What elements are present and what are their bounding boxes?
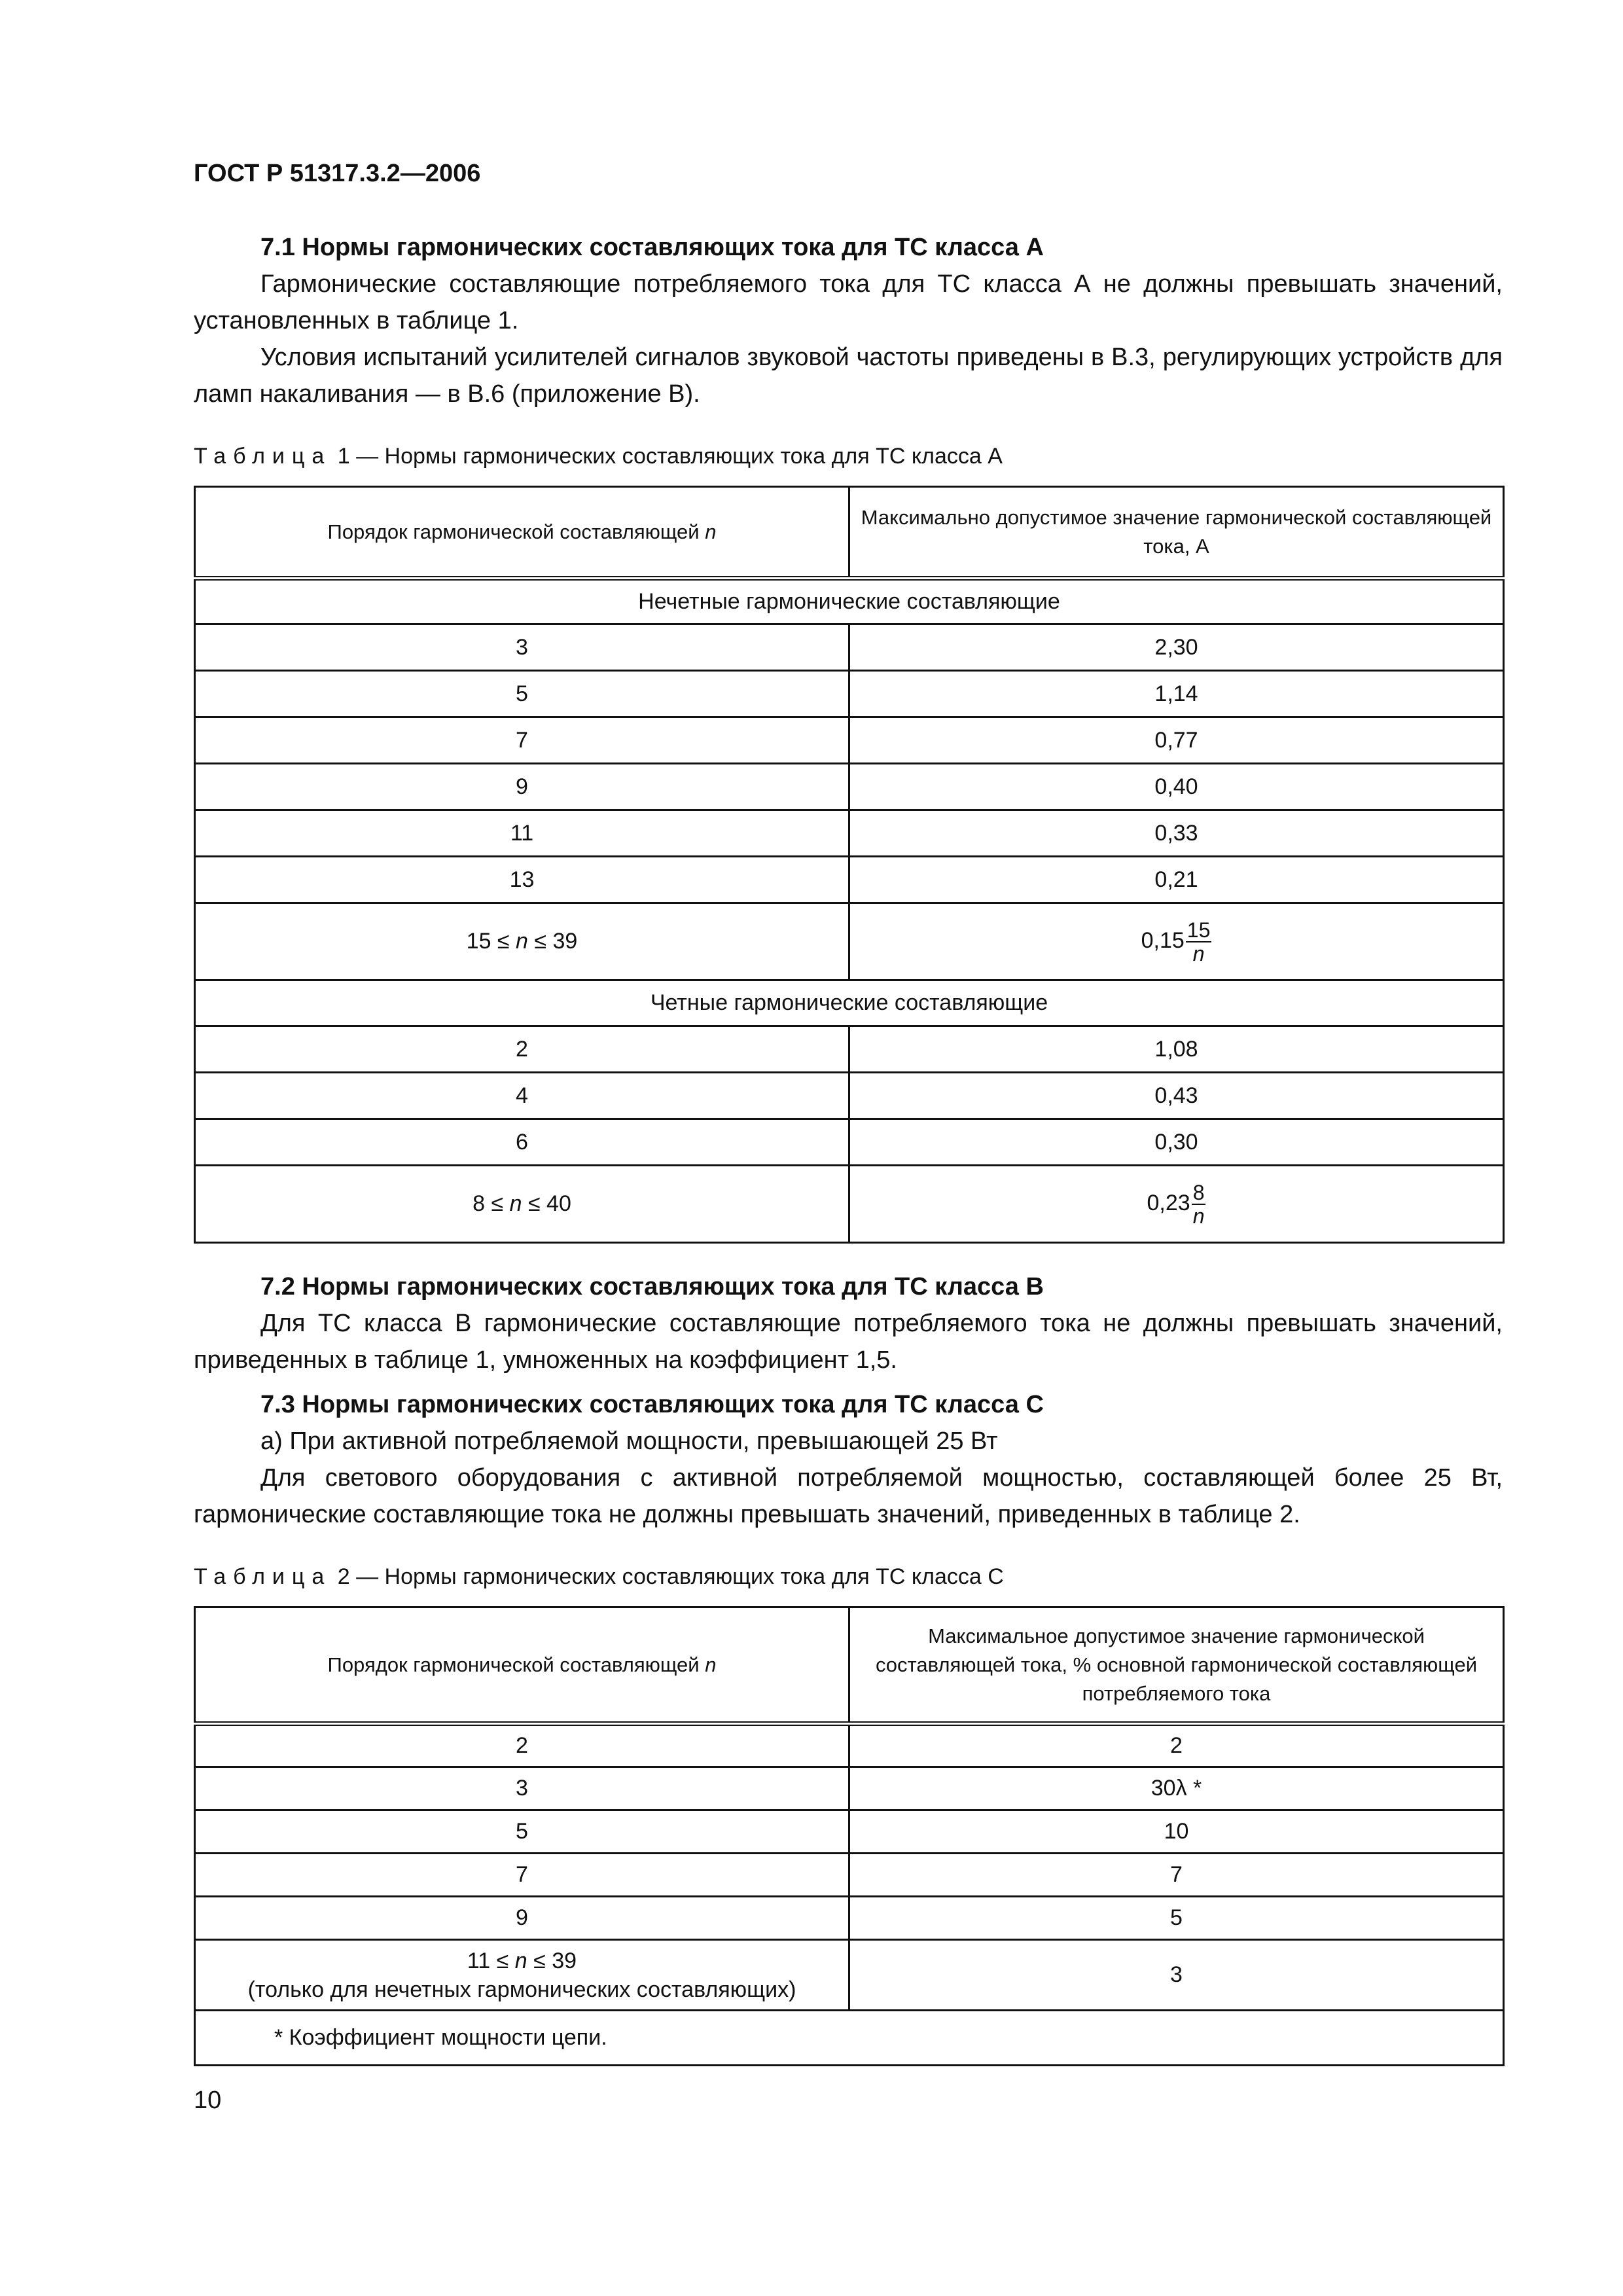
fraction: $\frac{15}{n}$ bbox=[1186, 918, 1211, 965]
section-7-3-heading: 7.3 Нормы гармонических составляющих тока для ТС класса С bbox=[260, 1391, 1044, 1418]
table-1-caption-word: Таблица bbox=[194, 444, 332, 469]
table-1-even-range: 8 ≤ n ≤ 40 bbox=[195, 1166, 849, 1243]
table-1-caption bbox=[194, 441, 1503, 471]
table-row bbox=[195, 1940, 1504, 2011]
table-1-col2-header: Максимально допустимое значение гармонической составляющей тока, А bbox=[849, 487, 1504, 579]
table-row: 3 30λ * bbox=[195, 1767, 1504, 1810]
section-7-2-heading: 7.2 Нормы гармонических составляющих тока для ТС класса В bbox=[260, 1273, 1044, 1300]
table-2-caption-word: Таблица bbox=[194, 1564, 332, 1589]
table-2-range: 11 ≤ n ≤ 39 (только для нечетных гармонических составляющих) bbox=[195, 1940, 849, 2011]
table-row: 6 0,30 bbox=[195, 1119, 1504, 1166]
table-2 bbox=[194, 1606, 1505, 2066]
table-row: 9 0,40 bbox=[195, 764, 1504, 810]
table-row: 2 1,08 bbox=[195, 1026, 1504, 1073]
fraction: $\frac{8}{n}$ bbox=[1192, 1180, 1205, 1228]
table-1-odd-range-value: 0,15 $\frac{15}{n}$ bbox=[849, 903, 1504, 980]
table-row: 3 2,30 bbox=[195, 624, 1504, 671]
page-number: 10 bbox=[194, 2087, 222, 2114]
section-7-1-paragraph-2: Условия испытаний усилителей сигналов звуковой частоты приведены в В.3, регулирующих устройств для ламп накаливания — в В.6 (приложение В). bbox=[194, 344, 1503, 408]
section-7-3-paragraph-2: Для светового оборудования с активной потребляемой мощностью, составляющей более 25 Вт, гармонические составляющие тока не должны превышать значений, приведенных в таблице 2. bbox=[194, 1464, 1503, 1528]
table-1-col1-header: Порядок гармонической составляющей n bbox=[195, 487, 849, 579]
table-row: 7 7 bbox=[195, 1854, 1504, 1897]
table-row: 11 0,33 bbox=[195, 810, 1504, 857]
table-row: 7 0,77 bbox=[195, 717, 1504, 764]
table-1-even-group: Четные гармонические составляющие bbox=[195, 980, 1504, 1026]
document-code: ГОСТ Р 51317.3.2—2006 bbox=[194, 160, 481, 187]
table-1-odd-range: 15 ≤ n ≤ 39 bbox=[195, 903, 849, 980]
table-row: 2 2 bbox=[195, 1724, 1504, 1767]
table-row bbox=[195, 903, 1504, 980]
section-7-3-paragraph-1: а) При активной потребляемой мощности, превышающей 25 Вт bbox=[260, 1427, 998, 1455]
table-row: 5 1,14 bbox=[195, 671, 1504, 717]
table-row: 5 10 bbox=[195, 1810, 1504, 1854]
section-7-1-heading: 7.1 Нормы гармонических составляющих тока для ТС класса А bbox=[260, 234, 1044, 261]
table-row: 4 0,43 bbox=[195, 1073, 1504, 1119]
table-2-caption-text: 2 — Нормы гармонических составляющих тока для ТС класса С bbox=[331, 1564, 1004, 1589]
table-2-range-value: 3 bbox=[849, 1940, 1504, 2011]
table-1-caption-text: 1 — Нормы гармонических составляющих тока для ТС класса А bbox=[331, 444, 1003, 469]
table-row: 13 0,21 bbox=[195, 857, 1504, 903]
table-2-caption bbox=[194, 1562, 1503, 1592]
table-1 bbox=[194, 486, 1505, 1244]
section-7-2-paragraph-1: Для ТС класса В гармонические составляющие потребляемого тока не должны превышать значений, приведенных в таблице 1, умноженных на коэффициент 1,5. bbox=[194, 1310, 1503, 1374]
table-2-col1-header: Порядок гармонической составляющей n bbox=[195, 1607, 849, 1724]
section-7-1-paragraph-1: Гармонические составляющие потребляемого тока для ТС класса А не должны превышать значений, установленных в таблице 1. bbox=[194, 270, 1503, 334]
table-2-col2-header: Максимальное допустимое значение гармонической составляющей тока, % основной гармонической составляющей потребляемого тока bbox=[849, 1607, 1504, 1724]
table-2-footnote: * Коэффициент мощности цепи. bbox=[195, 2011, 1504, 2066]
table-row: 9 5 bbox=[195, 1897, 1504, 1940]
table-1-odd-group: Нечетные гармонические составляющие bbox=[195, 579, 1504, 624]
table-row bbox=[195, 1166, 1504, 1243]
page-content bbox=[194, 229, 1503, 2066]
table-1-even-range-value: 0,23 $\frac{8}{n}$ bbox=[849, 1166, 1504, 1243]
